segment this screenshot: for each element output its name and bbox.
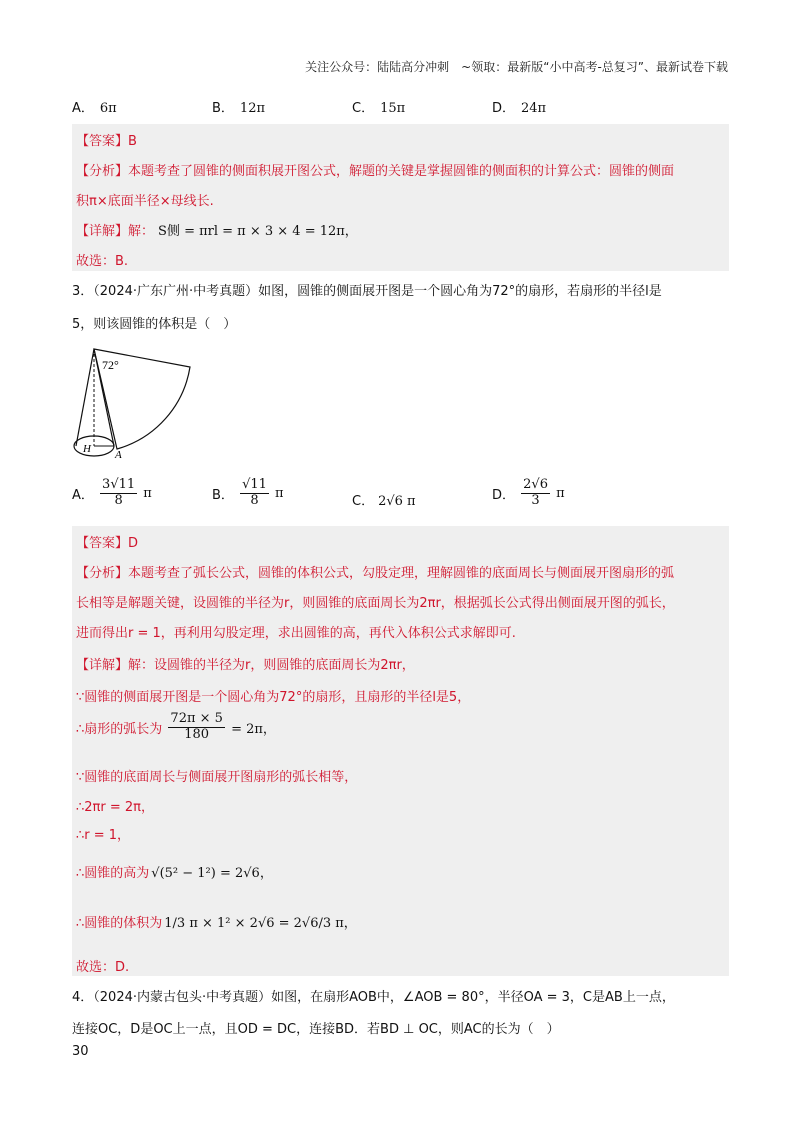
- q3-detail-line1: 【详解】解：设圆锥的半径为r，则圆锥的底面周长为2πr，: [76, 658, 415, 673]
- q3-detail-line2: ∵圆锥的侧面展开图是一个圆心角为72°的扇形，且扇形的半径l是5，: [76, 690, 471, 705]
- q3-analysis-line3: 进而得出r = 1，再利用勾股定理，求出圆锥的高，再代入体积公式求解即可.: [76, 626, 516, 641]
- q3-stem-line1: 3．（2024·广东广州·中考真题）如图，圆锥的侧面展开图是一个圆心角为72°的扇形，若扇形的半径l是: [72, 284, 662, 299]
- q3-detail-line7: ∴圆锥的高为 √(5² − 1²) = 2√6，: [76, 866, 273, 881]
- q3-detail-line3: ∴扇形的弧长为 $\frac{72\pi \times 5}{180}$ = 2π，: [76, 711, 276, 742]
- q2-option-c[interactable]: C． 15π: [352, 101, 406, 116]
- q2-conclusion: 故选：B.: [76, 254, 129, 269]
- q3-answer: 【答案】D: [76, 536, 139, 551]
- q4-stem-line2: 连接OC，D是OC上一点，且OD = DC，连接BD．若BD ⊥ OC，则AC的长为（ ）: [72, 1022, 560, 1037]
- q2-option-b[interactable]: B． 12π: [212, 101, 266, 116]
- q3-detail-line8: ∴圆锥的体积为 1/3 π × 1² × 2√6 = 2√6/3 π，: [76, 916, 357, 931]
- q2-option-a[interactable]: A． 6π: [72, 101, 117, 116]
- q3-analysis-line2: 长相等是解题关键，设圆锥的半径为r，则圆锥的底面周长为2πr，根据弧长公式得出侧面展开图的弧长，: [76, 596, 675, 611]
- q3-analysis-line1: 【分析】本题考查了弧长公式，圆锥的体积公式，勾股定理，理解圆锥的底面周长与侧面展开图扇形的弧: [76, 566, 675, 581]
- q2-analysis-line1: 【分析】本题考查了圆锥的侧面积展开图公式，解题的关键是掌握圆锥的侧面积的计算公式：圆锥的侧面: [76, 164, 675, 179]
- q3-solution-box: [72, 526, 729, 976]
- q2-detail: 【详解】解： S侧 = πrl = π × 3 × 4 = 12π，: [76, 224, 358, 239]
- q2-analysis-line2: 积π×底面半径×母线长.: [76, 194, 214, 209]
- q3-conclusion: 故选：D.: [76, 960, 130, 975]
- q3-detail-line4: ∵圆锥的底面周长与侧面展开图扇形的弧长相等，: [76, 770, 358, 785]
- q2-option-d[interactable]: D． 24π: [492, 101, 547, 116]
- q2-answer: 【答案】B: [76, 134, 137, 149]
- q3-option-c[interactable]: C． 2√6 π: [352, 494, 416, 509]
- cone-left-edge: [76, 349, 94, 446]
- q4-stem-line1: 4．（2024·内蒙古包头·中考真题）如图，在扇形AOB中，∠AOB = 80°，半径OA = 3，C是AB上一点，: [72, 990, 675, 1005]
- q2-options: [72, 97, 729, 117]
- q3-option-d[interactable]: D． $\frac{2√6}{3}$ π: [492, 477, 565, 508]
- label-h: H: [83, 443, 91, 455]
- q3-options: [72, 478, 729, 522]
- page-number: 30: [72, 1044, 89, 1059]
- q3-stem-line2: 5，则该圆锥的体积是（ ）: [72, 317, 237, 332]
- angle-label: 72°: [102, 358, 119, 372]
- q3-option-a[interactable]: A． $\frac{3√11}{8}$ π: [72, 477, 152, 508]
- page-header: 关注公众号：陆陆高分冲刺 ~领取：最新版“小中高考-总复习”、最新试卷下载: [305, 60, 728, 74]
- q3-detail-line5: ∴2πr = 2π，: [76, 800, 154, 815]
- q3-detail-line6: ∴r = 1，: [76, 828, 131, 843]
- label-a: A: [115, 449, 122, 461]
- q2-solution-box: [72, 124, 729, 271]
- cone-figure: [72, 343, 202, 463]
- q3-option-b[interactable]: B． $\frac{√11}{8}$ π: [212, 477, 284, 508]
